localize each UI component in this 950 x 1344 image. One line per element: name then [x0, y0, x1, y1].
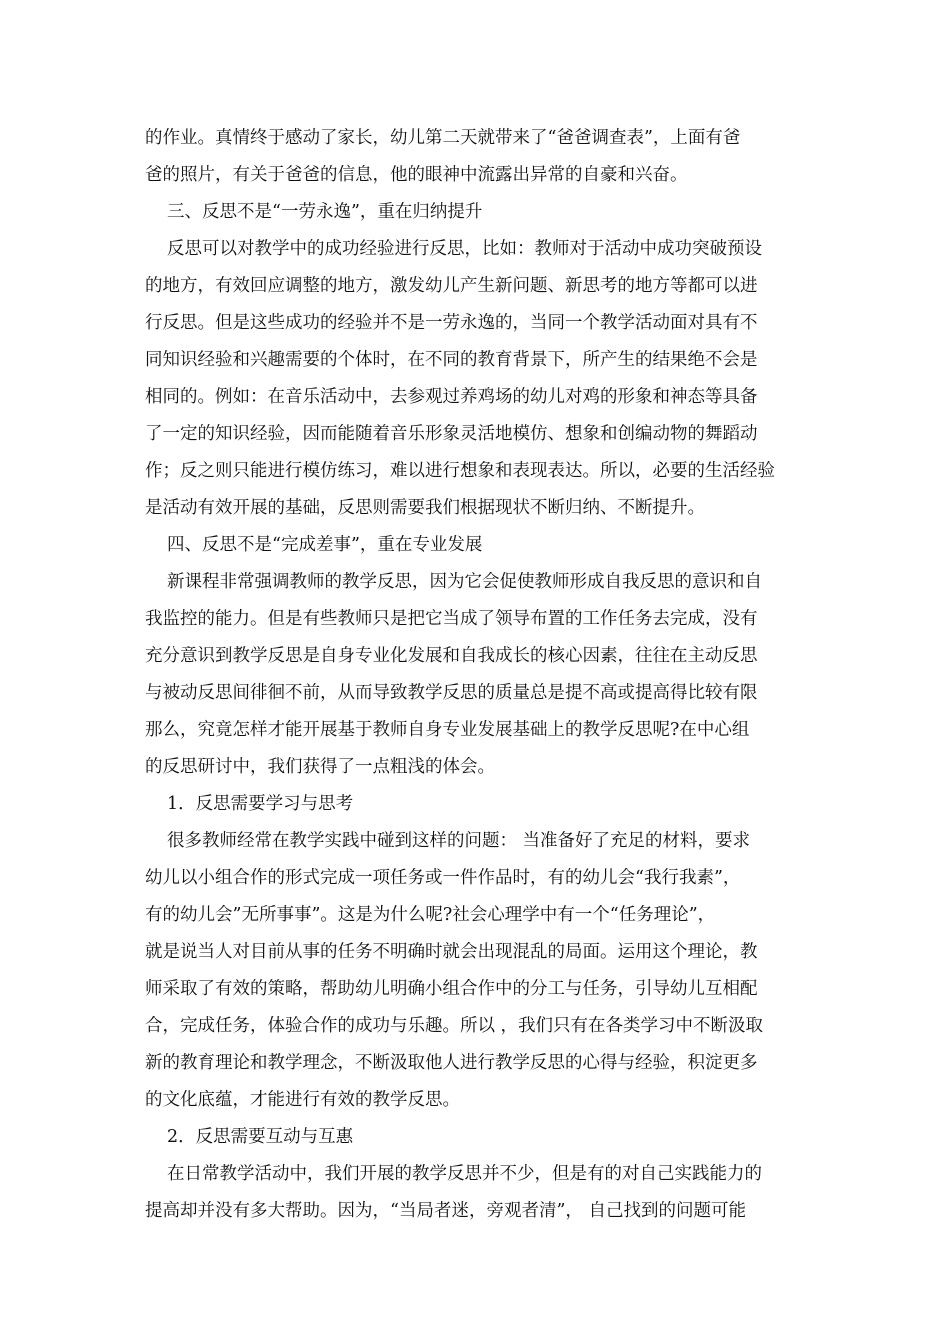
text-line: 提高却并没有多大帮助。因为，“当局者迷，旁观者清”， 自己找到的问题可能: [145, 1201, 746, 1221]
text-line: 三、反思不是“一劳永逸”，重在归纳提升: [167, 202, 483, 222]
text-line: 有的幼儿会”无所事事”。这是为什么呢?社会心理学中有一个“任务理论”，: [145, 905, 716, 925]
text-line: 的作业。真情终于感动了家长，幼儿第二天就带来了“爸爸调查表”，上面有爸: [145, 128, 741, 148]
text-line: 那么，究竟怎样才能开展基于教师自身专业发展基础上的教学反思呢?在中心组: [145, 720, 750, 740]
text-line: 师采取了有效的策略，帮助幼儿明确小组合作中的分工与任务，引导幼儿互相配: [145, 979, 758, 999]
text-line: 相同的。例如：在音乐活动中，去参观过养鸡场的幼儿对鸡的形象和神态等具备: [145, 387, 758, 407]
text-line: 2．反思需要互动与互惠: [167, 1127, 354, 1147]
text-line: 很多教师经常在教学实践中碰到这样的问题： 当准备好了充足的材料，要求: [167, 831, 751, 851]
text-line: 新的教育理论和教学理念，不断汲取他人进行教学反思的心得与经验，积淀更多: [145, 1053, 758, 1073]
text-line: 与被动反思间徘徊不前，从而导致教学反思的质量总是提不高或提高得比较有限: [145, 683, 758, 703]
text-line: 的地方，有效回应调整的地方，激发幼儿产生新问题、新思考的地方等都可以进: [145, 276, 758, 296]
text-line: 反思可以对教学中的成功经验进行反思，比如：教师对于活动中成功突破预设: [167, 239, 762, 259]
text-line: 同知识经验和兴趣需要的个体时，在不同的教育背景下，所产生的结果绝不会是: [145, 350, 758, 370]
text-line: 的反思研讨中，我们获得了一点粗浅的体会。: [145, 757, 495, 777]
text-line: 就是说当人对目前从事的任务不明确时就会出现混乱的局面。运用这个理论，教: [145, 942, 758, 962]
text-line: 的文化底蕴，才能进行有效的教学反思。: [145, 1090, 460, 1110]
document-body: [145, 120, 813, 1230]
text-line: 合，完成任务，体验合作的成功与乐趣。所以 ，我们只有在各类学习中不断汲取: [145, 1016, 764, 1036]
text-line: 是活动有效开展的基础，反思则需要我们根据现状不断归纳、不断提升。: [145, 498, 705, 518]
text-line: 幼儿以小组合作的形式完成一项任务或一件作品时，有的幼儿会“我行我素”，: [145, 868, 741, 888]
text-line: 爸的照片，有关于爸爸的信息，他的眼神中流露出异常的自豪和兴奋。: [145, 165, 688, 185]
text-line: 在日常教学活动中，我们开展的教学反思并不少，但是有的对自己实践能力的: [167, 1164, 762, 1184]
text-line: 行反思。但是这些成功的经验并不是一劳永逸的，当同一个教学活动面对具有不: [145, 313, 758, 333]
text-line: 1．反思需要学习与思考: [167, 794, 354, 814]
text-line: 我监控的能力。但是有些教师只是把它当成了领导布置的工作任务去完成，没有: [145, 609, 758, 629]
text-line: 四、反思不是“完成差事”，重在专业发展: [167, 535, 483, 555]
text-line: 作；反之则只能进行模仿练习，难以进行想象和表现表达。所以，必要的生活经验: [145, 461, 775, 481]
text-line: 了一定的知识经验，因而能随着音乐形象灵活地模仿、想象和创编动物的舞蹈动: [145, 424, 758, 444]
text-line: 新课程非常强调教师的教学反思，因为它会促使教师形成自我反思的意识和自: [167, 572, 762, 592]
text-line: 充分意识到教学反思是自身专业化发展和自我成长的核心因素，往往在主动反思: [145, 646, 758, 666]
